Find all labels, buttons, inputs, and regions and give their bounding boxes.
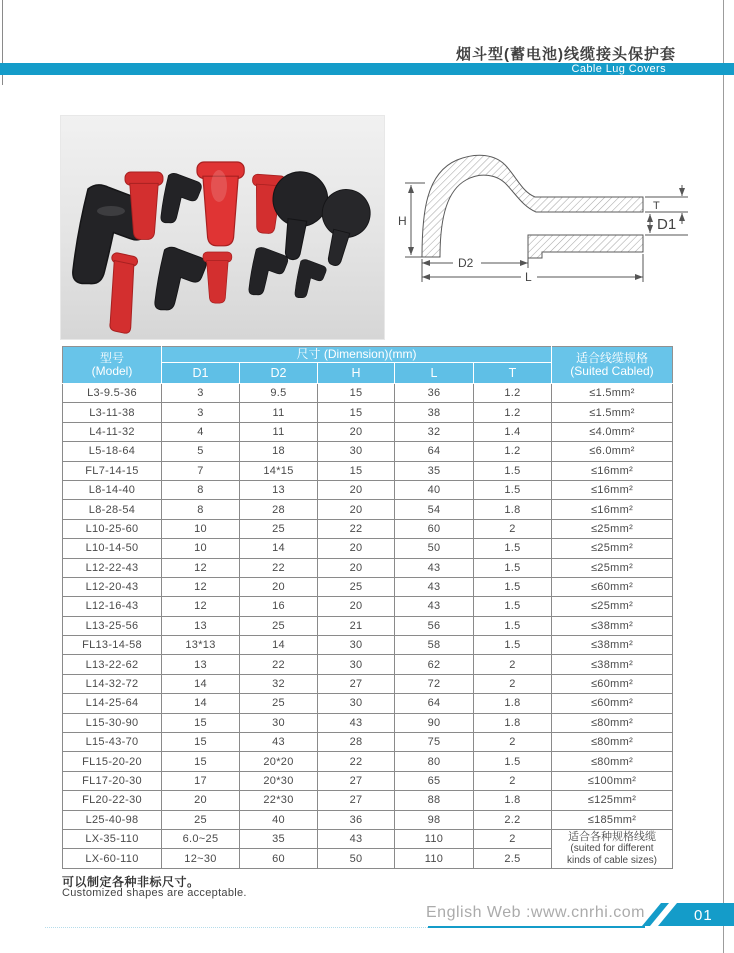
cell-l: 64 — [395, 694, 474, 713]
cell-h: 27 — [318, 771, 395, 790]
table-row — [63, 403, 673, 422]
product-photo — [60, 115, 385, 340]
table-row — [63, 558, 673, 577]
cell-d2: 43 — [240, 733, 318, 752]
cell-model: L8-14-40 — [63, 480, 162, 499]
cell-d2: 13 — [240, 480, 318, 499]
table-row — [63, 694, 673, 713]
cell-t: 1.5 — [474, 597, 552, 616]
cell-h: 27 — [318, 674, 395, 693]
col-header-model-cn: 型号 — [99, 351, 124, 365]
col-header-d2: D2 — [240, 363, 318, 384]
cell-suited: ≤60mm² — [552, 694, 673, 713]
page-title: 烟斗型(蓄电池)线缆接头保护套 — [456, 46, 676, 63]
cell-suited: ≤25mm² — [552, 558, 673, 577]
cell-d1: 15 — [162, 733, 240, 752]
cell-suited: ≤1.5mm² — [552, 403, 673, 422]
cell-t: 1.5 — [474, 461, 552, 480]
cable-covers-illustration — [61, 116, 384, 339]
cover-black-elbow-mid — [155, 247, 206, 310]
cell-d2: 35 — [240, 829, 318, 848]
table-row — [63, 674, 673, 693]
cell-h: 20 — [318, 539, 395, 558]
cell-d1: 20 — [162, 791, 240, 810]
col-header-model-en: (Model) — [91, 364, 133, 378]
cell-d1: 5 — [162, 442, 240, 461]
cell-t: 1.5 — [474, 558, 552, 577]
cell-l: 90 — [395, 713, 474, 732]
cell-d1: 3 — [162, 384, 240, 403]
cell-d2: 25 — [240, 694, 318, 713]
cell-suited: ≤16mm² — [552, 480, 673, 499]
cell-d1: 17 — [162, 771, 240, 790]
cell-model: L12-20-43 — [63, 577, 162, 596]
cell-h: 28 — [318, 733, 395, 752]
cell-h: 20 — [318, 500, 395, 519]
cell-t: 1.4 — [474, 422, 552, 441]
cell-d2: 14 — [240, 636, 318, 655]
table-row — [63, 829, 673, 848]
cell-t: 2 — [474, 771, 552, 790]
cell-l: 75 — [395, 733, 474, 752]
cell-d1: 7 — [162, 461, 240, 480]
cell-model: L8-28-54 — [63, 500, 162, 519]
cell-t: 1.5 — [474, 616, 552, 635]
col-header-model — [63, 347, 162, 384]
cell-d2: 20*20 — [240, 752, 318, 771]
cell-h: 30 — [318, 442, 395, 461]
col-header-suited-cn: 适合线缆规格 — [575, 351, 648, 365]
cell-d2: 30 — [240, 713, 318, 732]
cell-model: L10-25-60 — [63, 519, 162, 538]
cell-d2: 25 — [240, 616, 318, 635]
cell-h: 15 — [318, 384, 395, 403]
dimension-diagram — [395, 145, 695, 295]
cell-d1: 12 — [162, 577, 240, 596]
dim-label-d2: D2 — [458, 256, 474, 270]
table-row — [63, 597, 673, 616]
cell-suited: ≤25mm² — [552, 539, 673, 558]
table-row — [63, 519, 673, 538]
cell-model: L12-22-43 — [63, 558, 162, 577]
cell-h: 20 — [318, 480, 395, 499]
cell-t: 2.2 — [474, 810, 552, 829]
cell-d1: 13*13 — [162, 636, 240, 655]
footer-underline — [428, 926, 645, 928]
col-header-suited — [552, 347, 673, 384]
cell-t: 1.5 — [474, 480, 552, 499]
cell-l: 110 — [395, 829, 474, 848]
cell-model: L25-40-98 — [63, 810, 162, 829]
cell-suited: ≤38mm² — [552, 616, 673, 635]
cell-suited: ≤100mm² — [552, 771, 673, 790]
cell-model: LX-60-110 — [63, 849, 162, 868]
table-row — [63, 810, 673, 829]
cell-suited: ≤1.5mm² — [552, 384, 673, 403]
spec-table — [62, 346, 673, 869]
cover-black-elbow-bottom — [249, 247, 288, 294]
cell-d2: 28 — [240, 500, 318, 519]
cell-d2: 14 — [240, 539, 318, 558]
table-row — [63, 461, 673, 480]
cell-model: FL7-14-15 — [63, 461, 162, 480]
cell-suited-merged: 适合各种规格线缆 (suited for different kinds of cable sizes) — [552, 829, 673, 868]
cell-d2: 16 — [240, 597, 318, 616]
page-number-badge — [642, 903, 734, 926]
highlight — [97, 206, 125, 216]
cell-t: 1.5 — [474, 577, 552, 596]
cell-suited: ≤16mm² — [552, 461, 673, 480]
cell-l: 38 — [395, 403, 474, 422]
cell-l: 65 — [395, 771, 474, 790]
cell-h: 15 — [318, 403, 395, 422]
col-header-dimension: 尺寸 (Dimension)(mm) — [162, 347, 552, 363]
cell-model: LX-35-110 — [63, 829, 162, 848]
page-number: 01 — [694, 907, 713, 924]
cell-d1: 8 — [162, 480, 240, 499]
cell-suited: ≤38mm² — [552, 655, 673, 674]
cell-t: 1.8 — [474, 500, 552, 519]
cell-d1: 14 — [162, 674, 240, 693]
cell-l: 43 — [395, 597, 474, 616]
cell-t: 2 — [474, 674, 552, 693]
cell-model: L14-32-72 — [63, 674, 162, 693]
cell-model: L13-25-56 — [63, 616, 162, 635]
table-row — [63, 577, 673, 596]
cell-h: 30 — [318, 655, 395, 674]
cell-l: 36 — [395, 384, 474, 403]
cell-h: 30 — [318, 636, 395, 655]
dim-label-t: T — [653, 200, 660, 212]
cell-model: L4-11-32 — [63, 422, 162, 441]
cell-d2: 14*15 — [240, 461, 318, 480]
table-row — [63, 733, 673, 752]
cover-wall-lower — [528, 235, 643, 258]
cell-l: 62 — [395, 655, 474, 674]
cell-d1: 4 — [162, 422, 240, 441]
cell-suited: ≤60mm² — [552, 674, 673, 693]
table-row — [63, 713, 673, 732]
dim-label-h: H — [398, 214, 407, 228]
page-border-right — [723, 0, 724, 953]
cell-suited: ≤6.0mm² — [552, 442, 673, 461]
cell-model: L10-14-50 — [63, 539, 162, 558]
table-row — [63, 539, 673, 558]
cell-d1: 8 — [162, 500, 240, 519]
cell-model: FL15-20-20 — [63, 752, 162, 771]
cell-model: L13-22-62 — [63, 655, 162, 674]
cell-model: L5-18-64 — [63, 442, 162, 461]
cell-h: 27 — [318, 791, 395, 810]
cell-t: 2.5 — [474, 849, 552, 868]
col-header-t: T — [474, 363, 552, 384]
cell-d2: 11 — [240, 403, 318, 422]
cell-d2: 22 — [240, 558, 318, 577]
spec-table-container — [62, 346, 672, 869]
cell-l: 64 — [395, 442, 474, 461]
cell-t: 2 — [474, 829, 552, 848]
table-row — [63, 616, 673, 635]
table-row — [63, 500, 673, 519]
cell-model: FL20-22-30 — [63, 791, 162, 810]
cell-h: 30 — [318, 694, 395, 713]
cell-model: L12-16-43 — [63, 597, 162, 616]
cell-h: 36 — [318, 810, 395, 829]
cell-d2: 22*30 — [240, 791, 318, 810]
cell-d1: 13 — [162, 616, 240, 635]
cell-l: 56 — [395, 616, 474, 635]
table-row — [63, 442, 673, 461]
cell-h: 20 — [318, 597, 395, 616]
cell-suited: ≤125mm² — [552, 791, 673, 810]
cell-d2: 60 — [240, 849, 318, 868]
cell-suited: ≤25mm² — [552, 519, 673, 538]
cell-l: 72 — [395, 674, 474, 693]
cell-d1: 10 — [162, 539, 240, 558]
cell-suited: ≤80mm² — [552, 752, 673, 771]
dim-label-d1: D1 — [657, 216, 677, 233]
cell-suited: ≤25mm² — [552, 597, 673, 616]
cell-t: 1.2 — [474, 442, 552, 461]
cell-d1: 15 — [162, 752, 240, 771]
cell-suited: ≤185mm² — [552, 810, 673, 829]
table-row — [63, 752, 673, 771]
cell-l: 43 — [395, 558, 474, 577]
cell-d2: 20*30 — [240, 771, 318, 790]
cell-model: L3-11-38 — [63, 403, 162, 422]
cell-suited: ≤4.0mm² — [552, 422, 673, 441]
cell-model: FL17-20-30 — [63, 771, 162, 790]
cell-t: 1.5 — [474, 539, 552, 558]
cell-d2: 40 — [240, 810, 318, 829]
cell-d1: 25 — [162, 810, 240, 829]
cell-t: 1.8 — [474, 694, 552, 713]
cell-l: 88 — [395, 791, 474, 810]
col-header-suited-en: (Suited Cabled) — [570, 364, 654, 378]
col-header-h: H — [318, 363, 395, 384]
cell-d2: 20 — [240, 577, 318, 596]
cell-t: 1.5 — [474, 752, 552, 771]
cell-d2: 18 — [240, 442, 318, 461]
cell-l: 32 — [395, 422, 474, 441]
cell-d2: 11 — [240, 422, 318, 441]
note-cn: 可以制定各种非标尺寸。 — [62, 875, 200, 889]
col-header-l: L — [395, 363, 474, 384]
dim-label-l: L — [525, 270, 532, 284]
cell-d1: 12 — [162, 558, 240, 577]
cell-h: 20 — [318, 558, 395, 577]
cell-model: L3-9.5-36 — [63, 384, 162, 403]
cell-l: 54 — [395, 500, 474, 519]
cell-model: L15-43-70 — [63, 733, 162, 752]
cell-d1: 12 — [162, 597, 240, 616]
cell-d2: 22 — [240, 655, 318, 674]
cross-section-drawing — [395, 145, 695, 295]
cell-suited: ≤60mm² — [552, 577, 673, 596]
cell-h: 22 — [318, 752, 395, 771]
cell-suited: ≤38mm² — [552, 636, 673, 655]
cell-d1: 6.0~25 — [162, 829, 240, 848]
cell-l: 43 — [395, 577, 474, 596]
cell-l: 40 — [395, 480, 474, 499]
cell-model: FL13-14-58 — [63, 636, 162, 655]
table-row — [63, 791, 673, 810]
cell-d1: 14 — [162, 694, 240, 713]
cell-l: 80 — [395, 752, 474, 771]
cell-h: 20 — [318, 422, 395, 441]
table-row — [63, 655, 673, 674]
cell-t: 1.2 — [474, 384, 552, 403]
col-header-d1: D1 — [162, 363, 240, 384]
cell-model: L14-25-64 — [63, 694, 162, 713]
cell-l: 58 — [395, 636, 474, 655]
cell-d1: 12~30 — [162, 849, 240, 868]
cover-black-elbow-tiny — [295, 260, 326, 298]
table-row — [63, 771, 673, 790]
cell-d2: 9.5 — [240, 384, 318, 403]
cell-suited: ≤80mm² — [552, 713, 673, 732]
cell-l: 35 — [395, 461, 474, 480]
cell-d1: 15 — [162, 713, 240, 732]
cover-red-straight-bottom — [203, 252, 232, 303]
cell-d1: 3 — [162, 403, 240, 422]
footer-dotted-line — [45, 927, 428, 928]
table-row — [63, 636, 673, 655]
cell-t: 1.8 — [474, 713, 552, 732]
section-banner — [0, 63, 734, 75]
cell-t: 1.2 — [474, 403, 552, 422]
cell-h: 15 — [318, 461, 395, 480]
cell-l: 110 — [395, 849, 474, 868]
cell-h: 43 — [318, 829, 395, 848]
cell-l: 50 — [395, 539, 474, 558]
cell-l: 60 — [395, 519, 474, 538]
highlight — [211, 170, 227, 202]
cell-t: 2 — [474, 733, 552, 752]
cell-l: 98 — [395, 810, 474, 829]
cell-suited: ≤16mm² — [552, 500, 673, 519]
cell-t: 2 — [474, 519, 552, 538]
cell-d1: 13 — [162, 655, 240, 674]
cell-h: 21 — [318, 616, 395, 635]
cell-model: L15-30-90 — [63, 713, 162, 732]
cell-h: 22 — [318, 519, 395, 538]
cell-suited: ≤80mm² — [552, 733, 673, 752]
cell-t: 1.5 — [474, 636, 552, 655]
cell-h: 50 — [318, 849, 395, 868]
cover-black-elbow-small — [161, 173, 201, 222]
cell-d2: 25 — [240, 519, 318, 538]
cell-d1: 10 — [162, 519, 240, 538]
table-row — [63, 480, 673, 499]
table-row — [63, 384, 673, 403]
cell-h: 43 — [318, 713, 395, 732]
table-row — [63, 422, 673, 441]
cell-h: 25 — [318, 577, 395, 596]
section-banner-label: Cable Lug Covers — [571, 63, 666, 75]
note-en: Customized shapes are acceptable. — [62, 887, 247, 899]
cell-t: 2 — [474, 655, 552, 674]
cell-t: 1.8 — [474, 791, 552, 810]
footer-website: English Web :www.cnrhi.com — [426, 904, 645, 921]
cell-d2: 32 — [240, 674, 318, 693]
